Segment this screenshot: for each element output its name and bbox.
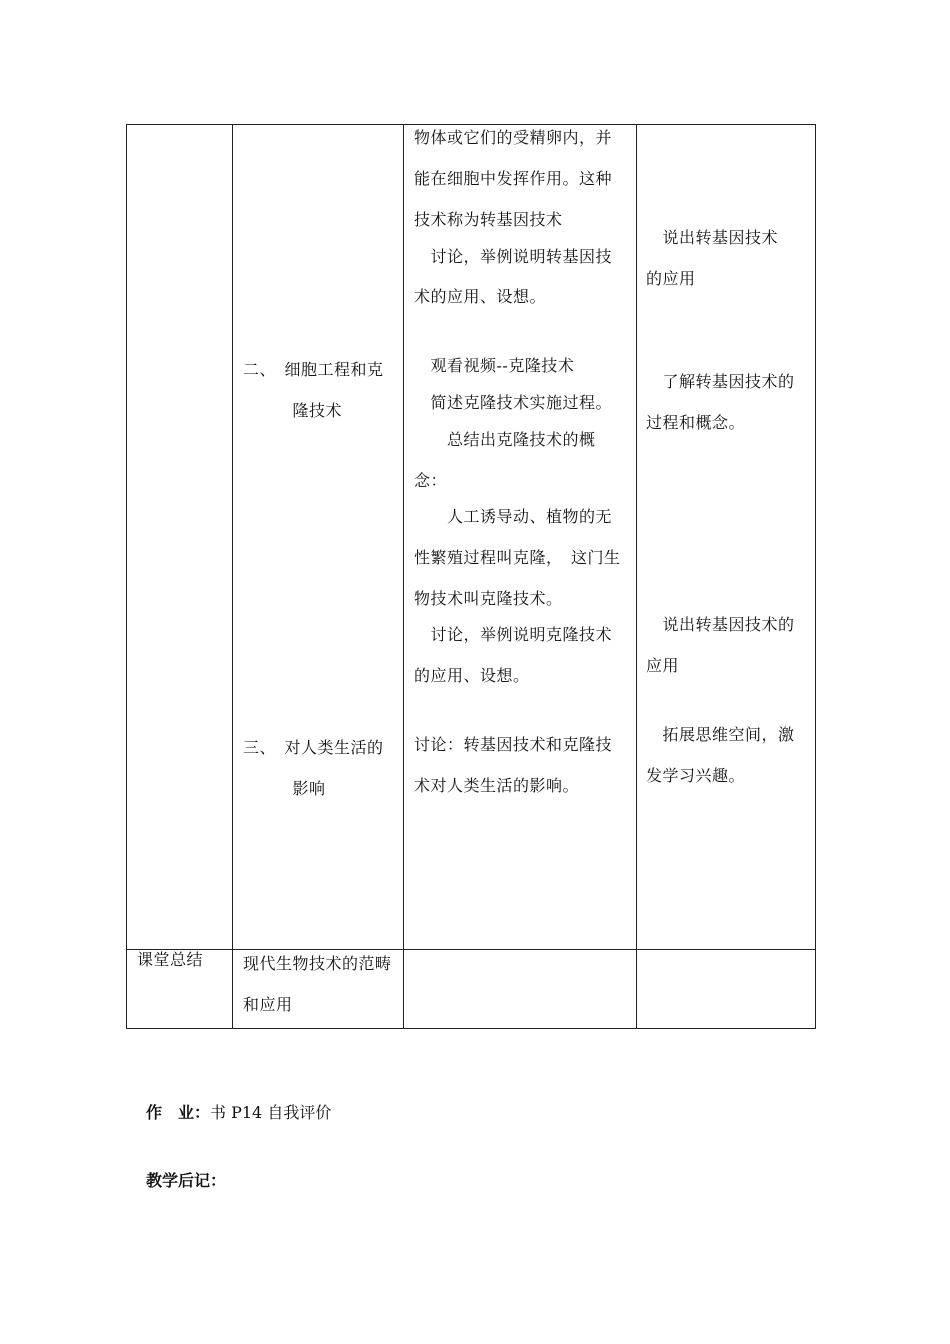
- column-divider-2: [403, 124, 404, 1029]
- activity-line: 讨论：转基因技术和克隆技: [414, 735, 613, 754]
- objective-line: 说出转基因技术的: [646, 615, 795, 634]
- table-left-border: [126, 124, 127, 1029]
- activity-line: 总结出克隆技术的概: [414, 430, 596, 449]
- table-right-border: [815, 124, 816, 1029]
- summary-content-line-1: 现代生物技术的范畴: [243, 954, 392, 973]
- table-bottom-border: [126, 1028, 816, 1029]
- homework-label: 作 业：: [146, 1103, 211, 1122]
- activity-line: 的应用、设想。: [414, 666, 530, 685]
- section-3-title-line-2: 影响: [243, 779, 326, 798]
- section-3-title-line-1: 三、 对人类生活的: [243, 738, 384, 757]
- postscript-label: 教学后记：: [146, 1171, 227, 1190]
- activity-line: 念：: [414, 471, 448, 490]
- objective-line: 的应用: [646, 269, 696, 288]
- row-divider: [126, 949, 816, 950]
- homework-text: 书 P14 自我评价: [210, 1103, 332, 1122]
- activity-line: 观看视频--克隆技术: [414, 356, 575, 375]
- activity-line: 技术称为转基因技术: [414, 210, 563, 229]
- activity-line: 物技术叫克隆技术。: [414, 589, 563, 608]
- activity-line: 讨论，举例说明转基因技: [414, 247, 613, 266]
- objective-line: 过程和概念。: [646, 413, 746, 432]
- section-2-title-line-1: 二、 细胞工程和克: [243, 360, 384, 379]
- objective-line: 了解转基因技术的: [646, 372, 795, 391]
- section-2-title-line-2: 隆技术: [243, 401, 343, 420]
- activity-line: 讨论，举例说明克隆技术: [414, 625, 613, 644]
- objective-line: 应用: [646, 656, 680, 675]
- activity-line: 能在细胞中发挥作用。这种: [414, 169, 613, 188]
- objective-line: 拓展思维空间，激: [646, 725, 795, 744]
- column-divider-1: [232, 124, 233, 1029]
- activity-line: 术对人类生活的影响。: [414, 776, 580, 795]
- activity-line: 人工诱导动、植物的无: [414, 507, 613, 526]
- homework-line: [146, 1100, 331, 1123]
- activity-line: 物体或它们的受精卵内，并: [414, 128, 613, 147]
- column-divider-3: [636, 124, 637, 1029]
- summary-content-line-2: 和应用: [243, 995, 293, 1014]
- objective-line: 发学习兴趣。: [646, 766, 746, 785]
- activity-line: 简述克隆技术实施过程。: [414, 393, 613, 412]
- summary-label: 课堂总结: [137, 950, 204, 969]
- objective-line: 说出转基因技术: [646, 228, 779, 247]
- activity-line: 术的应用、设想。: [414, 287, 547, 306]
- activity-line: 性繁殖过程叫克隆， 这门生: [414, 548, 621, 567]
